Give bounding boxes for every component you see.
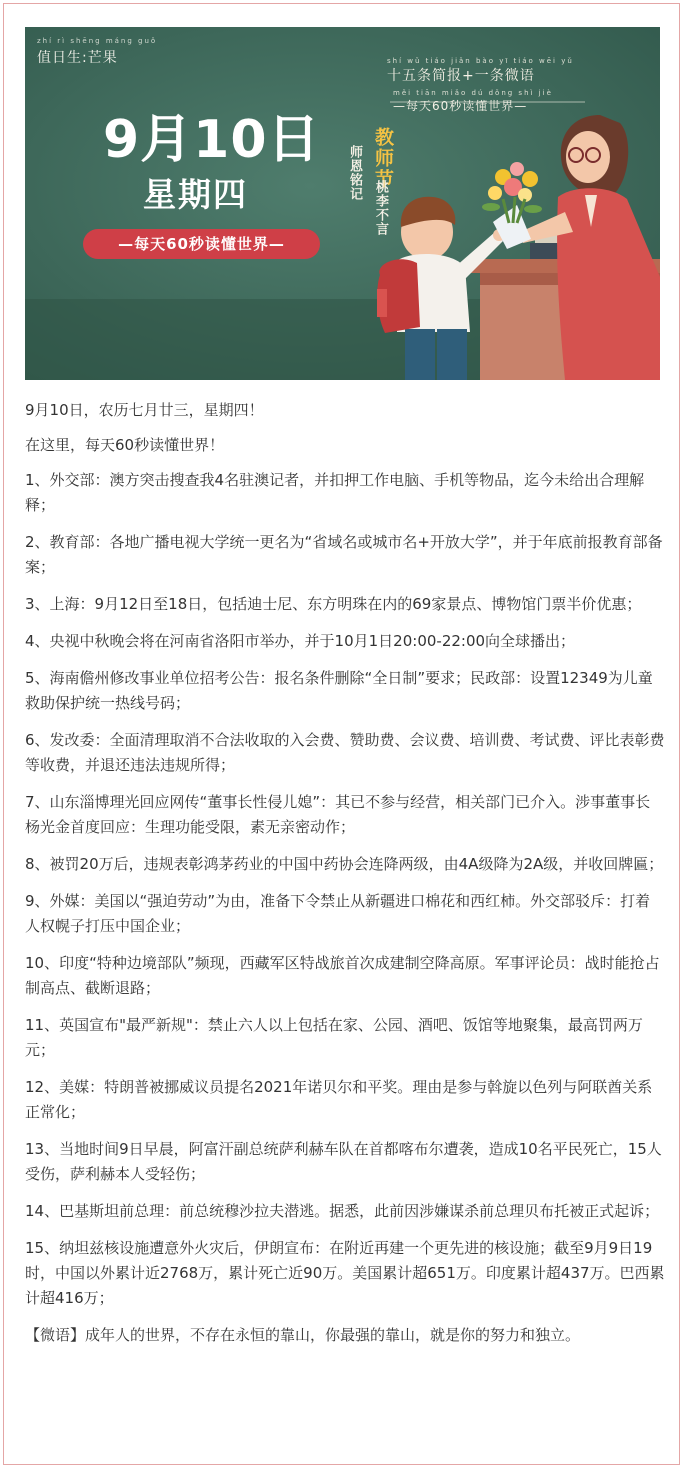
vertical-slogan-a: 师恩铭记 (347, 145, 362, 201)
quote-text: 成年人的世界，不存在永恒的靠山，你最强的靠山，就是你的努力和独立。 (85, 1326, 581, 1344)
chalk-line2-text: —每天60秒读懂世界— (393, 99, 528, 113)
banner-slogan-pill: —每天60秒读懂世界— (83, 229, 320, 259)
news-item: 7、山东淄博理光回应网传“董事长性侵儿媳”：其已不参与经营，相关部门已介入。涉事董事长杨光金首度回应：生理功能受限，素无亲密动作； (25, 793, 651, 836)
news-item: 8、被罚20万后，违规表彰鸿茅药业的中国中药协会连降两级，由4A级降为2A级，并收回牌匾； (25, 855, 664, 873)
news-item: 11、英国宣布"最严新规"：禁止六人以上包括在家、公园、酒吧、饭馆等地聚集，最高罚两万元； (25, 1016, 643, 1059)
news-item: 3、上海：9月12日至18日，包括迪士尼、东方明珠在内的69家景点、博物馆门票半价优惠； (25, 595, 642, 613)
banner-date: 9月10日 (103, 110, 321, 170)
news-item: 6、发改委：全面清理取消不合法收取的入会费、赞助费、会议费、培训费、考试费、评比表彰费等收费，并退还违法违规所得； (25, 731, 665, 774)
news-item: 4、央视中秋晚会将在河南省洛阳市举办，并于10月1日20:00-22:00向全球播出； (25, 632, 576, 650)
chalk-line1-pinyin: shí wǔ tiáo jiǎn bào yī tiáo wēi yǔ (387, 57, 574, 65)
news-item: 12、美媒：特朗普被挪威议员提名2021年诺贝尔和平奖。理由是参与斡旋以色列与阿联酋关系正常化； (25, 1078, 653, 1121)
news-item: 9、外媒：美国以“强迫劳动”为由，准备下令禁止从新疆进口棉花和西红柿。外交部驳斥：打着人权幌子打压中国企业； (25, 892, 651, 935)
brand-pinyin: zhí rì shēng máng guǒ (37, 37, 158, 45)
news-item: 10、印度“特种边境部队”频现，西藏军区特战旅首次成建制空降高原。军事评论员：战时能抢占制高点、截断退路； (25, 954, 660, 997)
news-item: 13、当地时间9日早晨，阿富汗副总统萨利赫车队在首都喀布尔遭袭，造成10名平民死亡，15人受伤，萨利赫本人受轻伤； (25, 1140, 662, 1183)
chalk-heading-line2 (393, 89, 553, 114)
daily-quote (25, 1323, 665, 1348)
news-item: 14、巴基斯坦前总理：前总统穆沙拉夫潜逃。据悉，此前因涉嫌谋杀前总理贝布托被正式起诉； (25, 1202, 660, 1220)
banner-weekday: 星期四 (143, 175, 248, 214)
news-item: 15、纳坦兹核设施遭意外火灾后，伊朗宣布：在附近再建一个更先进的核设施；截至9月9日19时，中国以外累计近2768万，累计死亡近90万。美国累计超651万。印度累计超437万。巴西累计超416万； (25, 1239, 665, 1307)
news-item: 5、海南儋州修改事业单位招考公告：报名条件删除“全日制”要求；民政部：设置12349为儿童救助保护统一热线号码； (25, 669, 653, 712)
chalk-line1-text: 十五条简报+一条微语 (387, 68, 535, 84)
chalk-heading-line1 (387, 57, 574, 85)
brand-text: 值日生:芒果 (37, 50, 118, 66)
intro-line: 在这里，每天60秒读懂世界！ (25, 436, 225, 454)
brand-signature (37, 37, 157, 67)
news-item: 1、外交部：澳方突击搜查我4名驻澳记者，并扣押工作电脑、手机等物品，迄今未给出合理解释； (25, 471, 645, 514)
teachers-day-title: 教师节 (372, 127, 394, 190)
header-banner-image (25, 27, 660, 380)
news-item: 2、教育部：各地广播电视大学统一更名为“省域名或城市名+开放大学”，并于年底前报教育部备案； (25, 533, 663, 576)
chalk-line2-pinyin: měi tiān miǎo dú dǒng shì jiè (393, 89, 553, 97)
vertical-slogan-b: 桃李不言 (373, 180, 388, 236)
article-body (25, 398, 665, 1360)
date-line: 9月10日，农历七月廿三，星期四！ (25, 401, 264, 419)
quote-tag: 【微语】 (25, 1326, 86, 1344)
